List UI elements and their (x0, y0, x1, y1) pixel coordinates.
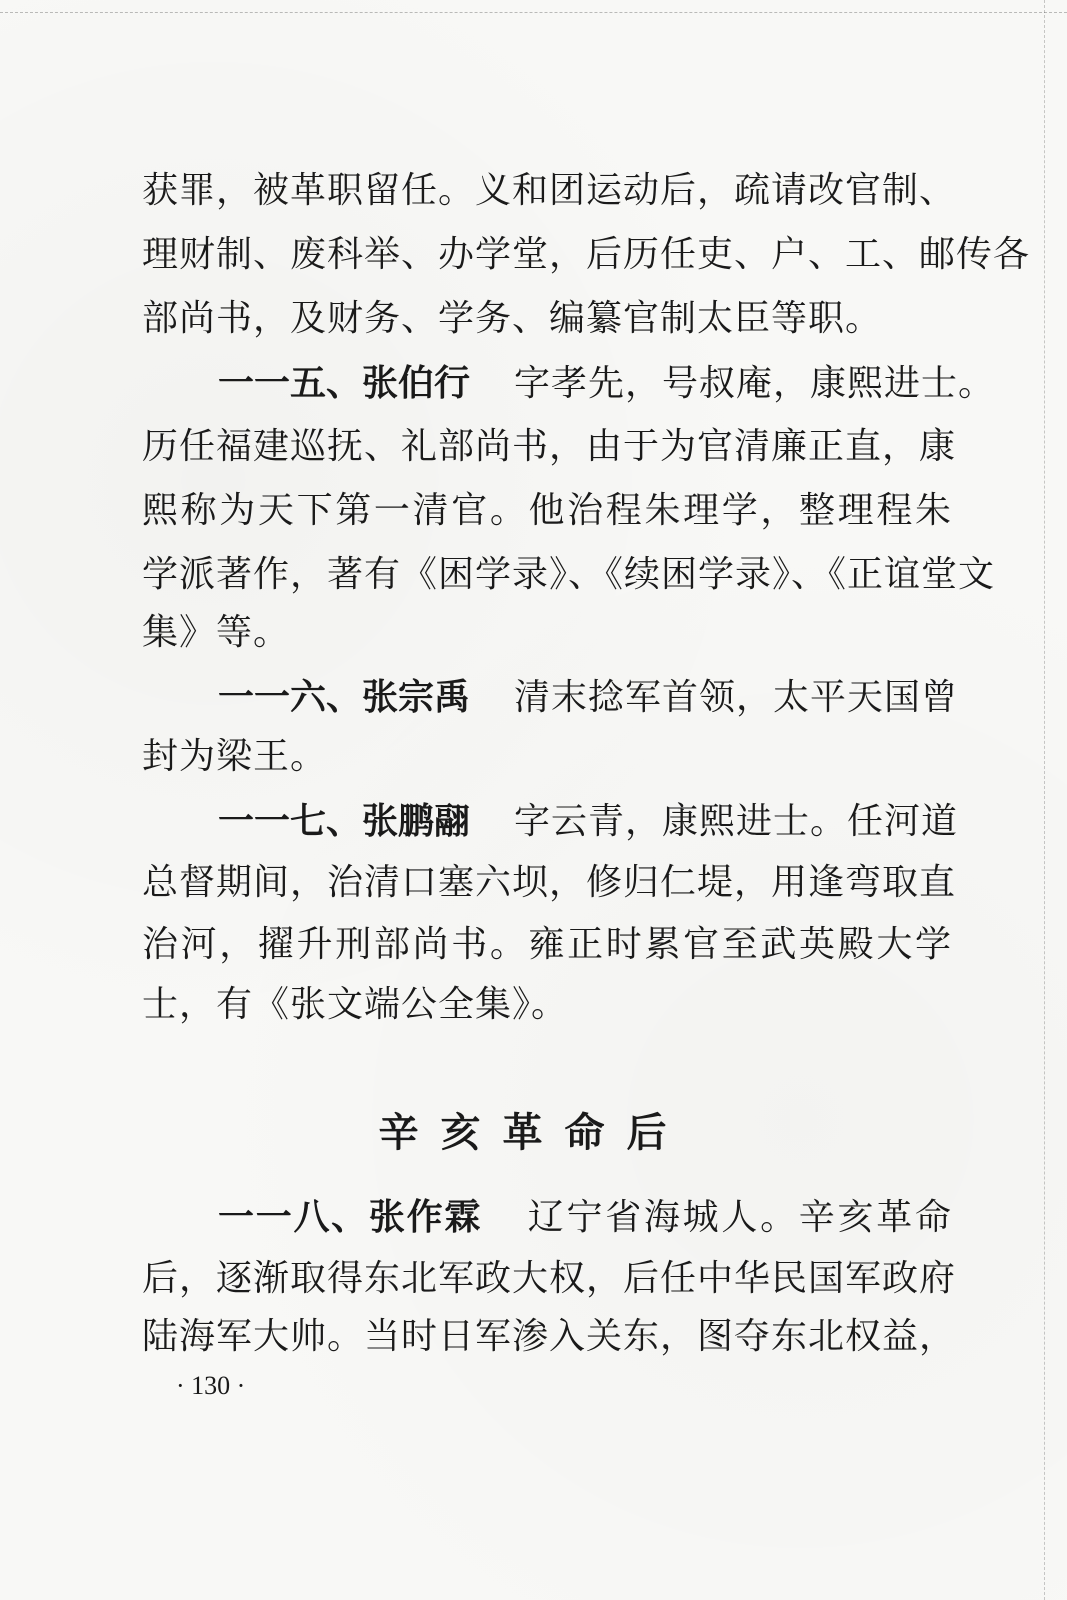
text-line: 后，逐渐取得东北军政大权，后任中华民国军政府 (142, 1258, 957, 1299)
text-line: 学派著作，著有《困学录》、《续困学录》、《正谊堂文 (142, 554, 996, 595)
text-line: 封为梁王。 (142, 736, 328, 777)
text-line: 获罪，被革职留任。义和团运动后，疏请改官制、 (142, 170, 957, 211)
text-line: 历任福建巡抚、礼部尚书，由于为官清廉正直，康 (142, 426, 957, 467)
entry-text: 清末捻军首领，太平天国曾 (514, 677, 959, 718)
entry-text: 辽宁省海城人。辛亥革命 (526, 1197, 952, 1238)
text-line: 陆海军大帅。当时日军渗入关东，图夺东北权益， (142, 1316, 957, 1357)
entry-first-line (218, 348, 996, 418)
scan-edge-top (0, 12, 1067, 13)
section-title: 辛亥革命后 (378, 1110, 689, 1156)
entry-first-line (218, 786, 959, 856)
scan-edge-right (1044, 0, 1045, 1600)
entry-heading: 一一五、张伯行 (218, 362, 471, 404)
entry-heading: 一一六、张宗禹 (218, 676, 471, 718)
entry-text: 字云青，康熙进士。任河道 (514, 801, 959, 842)
text-line: 部尚书，及财务、学务、编纂官制太臣等职。 (142, 298, 883, 339)
page-number: · 130 · (176, 1371, 246, 1400)
text-line: 总督期间，治清口塞六坝，修归仁堤，用逢弯取直 (142, 862, 957, 903)
text-line: 士，有《张文端公全集》。 (142, 984, 569, 1025)
entry-heading: 一一八、张作霖 (218, 1196, 483, 1238)
entry-first-line (218, 1182, 952, 1252)
text-line: 熙称为天下第一清官。他治程朱理学，整理程朱 (142, 490, 952, 531)
entry-text: 字孝先，号叔庵，康熙进士。 (514, 363, 996, 404)
text-line: 理财制、废科举、办学堂，后历任吏、户、工、邮传各 (142, 234, 1031, 275)
entry-heading: 一一七、张鹏翮 (218, 800, 471, 842)
text-line: 集》等。 (142, 612, 291, 653)
text-line: 治河，擢升刑部尚书。雍正时累官至武英殿大学 (142, 924, 952, 965)
